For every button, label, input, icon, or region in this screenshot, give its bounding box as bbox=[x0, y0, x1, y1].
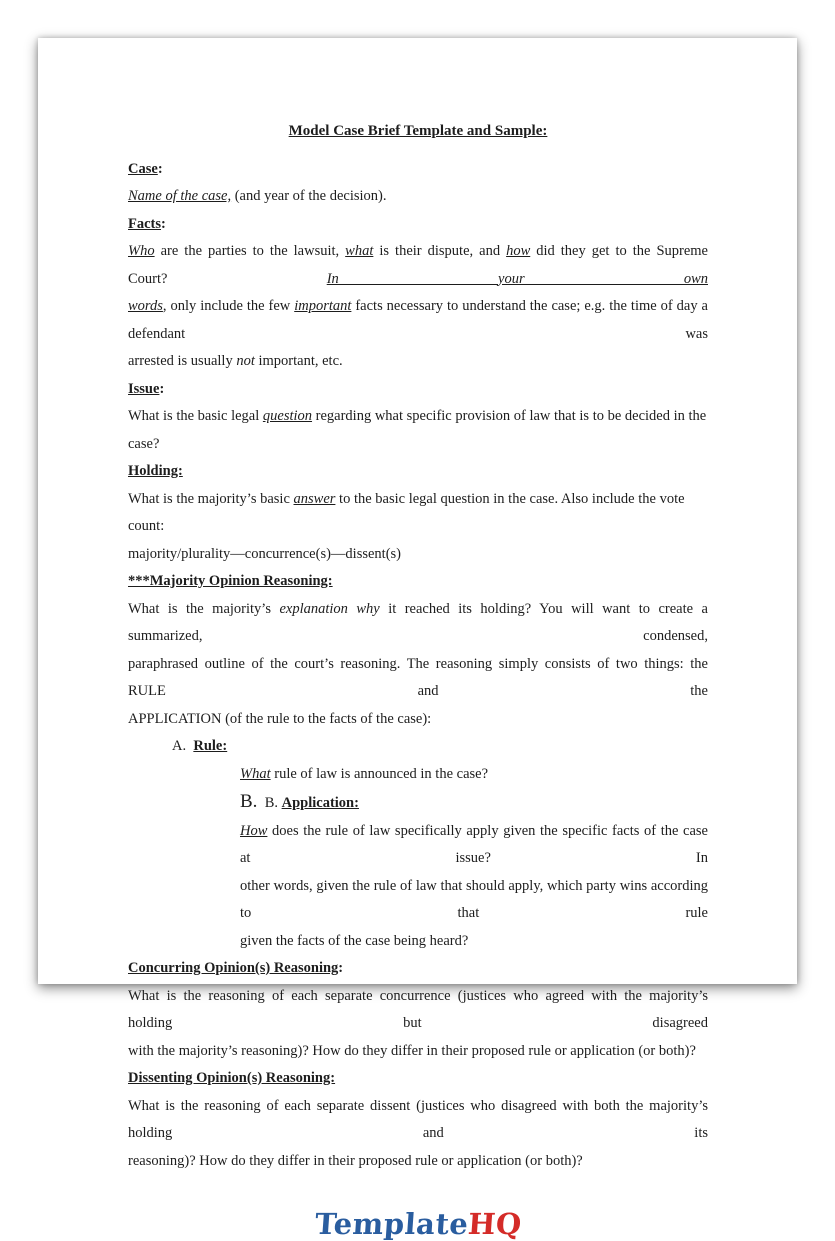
line-concurring-2: with the majority’s reasoning)? How do they differ in their proposed rule or application (or both)? bbox=[128, 1042, 696, 1059]
document-page bbox=[38, 38, 797, 1241]
list-item-application: B. B. Application: bbox=[240, 791, 359, 812]
line-application-2: other words, given the rule of law that should apply, which party wins according to that rule bbox=[240, 877, 708, 921]
line-dissenting-1: What is the reasoning of each separate dissent (justices who disagreed with both the majority’s holding and its bbox=[128, 1097, 708, 1141]
line-holding-1: What is the majority’s basic answer to the basic legal question in the case. Also include the vote count: bbox=[128, 490, 685, 534]
brand-name-hq: HQ bbox=[466, 1207, 523, 1241]
heading-facts: Facts: bbox=[128, 215, 166, 232]
line-issue-1: What is the basic legal question regarding what specific provision of law that is to be decided in the case? bbox=[128, 408, 707, 452]
document-content bbox=[38, 38, 797, 1239]
line-application-3: given the facts of the case being heard? bbox=[240, 932, 469, 949]
line-majority-1: What is the majority’s explanation why it reached its holding? You will want to create a summarized, condensed, bbox=[128, 600, 708, 644]
line-facts-2: words, only include the few important facts necessary to understand the case; e.g. the time of day a defendant was bbox=[128, 298, 708, 342]
list-item-rule: A. Rule: bbox=[172, 738, 228, 754]
line-majority-3: APPLICATION (of the rule to the facts of the case): bbox=[128, 710, 432, 727]
line-case-desc: Name of the case, (and year of the decision). bbox=[128, 188, 387, 204]
heading-majority-reasoning: ***Majority Opinion Reasoning: bbox=[128, 573, 333, 589]
line-facts-1: Who are the parties to the lawsuit, what is their dispute, and how did they get to the Supreme Court? In your own bbox=[128, 243, 708, 287]
line-facts-3: arrested is usually not important, etc. bbox=[128, 353, 343, 369]
line-majority-2: paraphrased outline of the court’s reasoning. The reasoning simply consists of two things: the RULE and the bbox=[128, 655, 708, 699]
line-dissenting-2: reasoning)? How do they differ in their proposed rule or application (or both)? bbox=[128, 1152, 583, 1169]
line-application-1: How does the rule of law specifically apply given the specific facts of the case at issue? In bbox=[240, 822, 708, 866]
document-title: Model Case Brief Template and Sample: bbox=[288, 123, 548, 139]
line-holding-2: majority/plurality—concurrence(s)—dissent(s) bbox=[128, 545, 402, 562]
line-rule-1: What rule of law is announced in the case? bbox=[240, 765, 489, 782]
heading-dissenting: Dissenting Opinion(s) Reasoning: bbox=[128, 1070, 336, 1086]
brand-name-template: Template bbox=[313, 1207, 470, 1241]
heading-holding: Holding: bbox=[128, 463, 183, 479]
line-concurring-1: What is the reasoning of each separate concurrence (justices who agreed with the majority’s holding but disagreed bbox=[128, 987, 708, 1031]
heading-issue: Issue: bbox=[128, 380, 165, 397]
footer-logo bbox=[128, 1207, 708, 1241]
document-body bbox=[128, 156, 708, 1176]
heading-concurring: Concurring Opinion(s) Reasoning: bbox=[128, 960, 344, 976]
heading-case: Case: bbox=[128, 160, 163, 177]
